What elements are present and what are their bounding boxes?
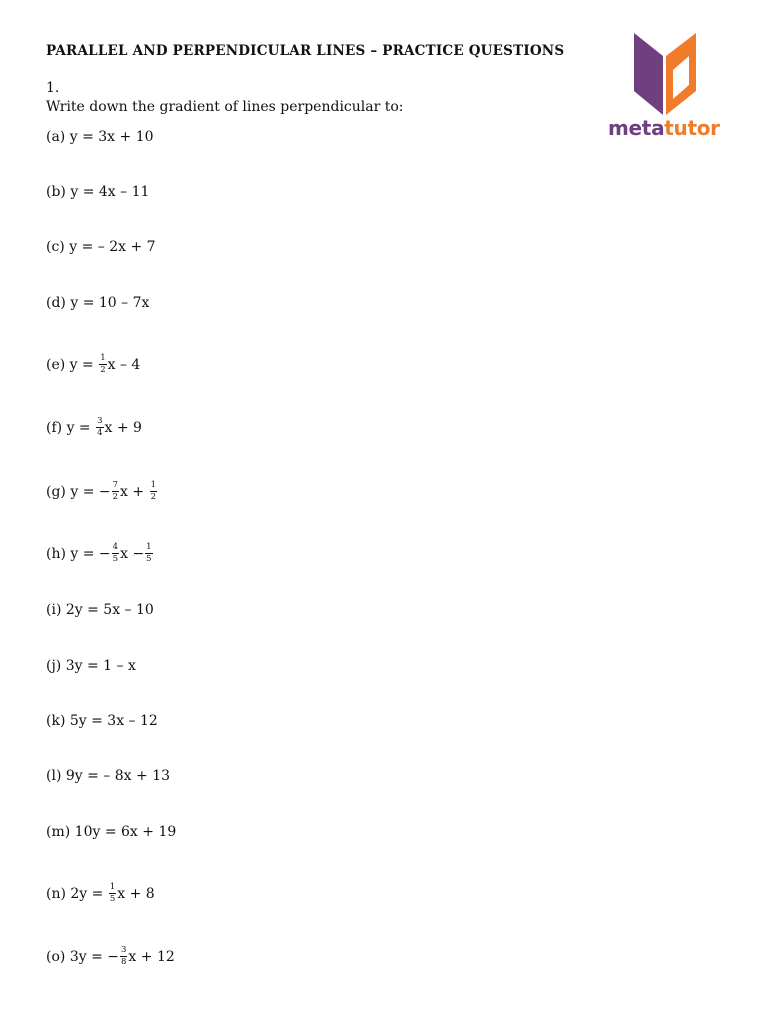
item-label: (f) (46, 420, 67, 436)
fraction-numerator: 4 (112, 542, 119, 552)
equation-text: 2y = (70, 886, 108, 902)
question-item (46, 482, 158, 502)
fraction-denominator: 2 (112, 491, 119, 502)
fraction (150, 481, 157, 501)
fraction-denominator: 5 (146, 553, 152, 564)
question-item (46, 418, 142, 438)
question-item (46, 185, 149, 199)
fraction-denominator: 2 (150, 491, 156, 502)
fraction (109, 883, 116, 903)
fraction (112, 543, 119, 563)
fraction-numerator: 1 (146, 542, 152, 552)
equation-text: x − (120, 546, 145, 562)
metatutor-logo (608, 33, 728, 143)
fraction (112, 481, 119, 501)
equation-text: x + 12 (128, 949, 175, 965)
equation-text: 2y = 5x – 10 (65, 602, 154, 618)
fraction (96, 417, 103, 437)
fraction-numerator: 1 (100, 353, 106, 363)
fraction-numerator: 3 (121, 945, 127, 955)
logo-text-tutor: tutor (664, 116, 720, 140)
question-item (46, 659, 136, 673)
equation-text: 3y = 1 – x (65, 658, 136, 674)
question-item (46, 884, 155, 904)
equation-text: y = − (70, 546, 111, 562)
item-label: (l) (46, 768, 66, 784)
fraction-denominator: 5 (112, 553, 119, 564)
item-label: (e) (46, 357, 70, 373)
fraction-denominator: 8 (121, 956, 127, 967)
question-instruction: Write down the gradient of lines perpendicular to: (46, 99, 404, 115)
equation-text: x – 4 (107, 357, 141, 373)
equation-text: x + 9 (104, 420, 142, 436)
item-label: (m) (46, 824, 75, 840)
fraction (99, 354, 106, 374)
equation-text: y = − (70, 484, 111, 500)
question-item (46, 769, 170, 783)
equation-text: x + 8 (117, 886, 155, 902)
item-label: (o) (46, 949, 70, 965)
question-item (46, 947, 175, 967)
equation-text: 9y = – 8x + 13 (65, 768, 171, 784)
question-item (46, 544, 154, 564)
item-label: (i) (46, 602, 66, 618)
metatutor-logo-mark-icon (634, 33, 700, 115)
metatutor-logo-text (608, 116, 720, 140)
item-label: (d) (46, 295, 71, 311)
logo-text-meta: meta (608, 116, 665, 140)
equation-text: y = 4x – 11 (70, 184, 150, 200)
question-item (46, 130, 154, 144)
fraction-denominator: 2 (100, 364, 106, 375)
fraction-numerator: 1 (150, 480, 156, 490)
fraction-numerator: 1 (109, 882, 116, 892)
equation-text: y = – 2x + 7 (69, 239, 156, 255)
question-item (46, 240, 156, 254)
question-item (46, 296, 149, 310)
item-label: (g) (46, 484, 71, 500)
item-label: (a) (46, 129, 70, 145)
equation-text: y = 3x + 10 (69, 129, 154, 145)
question-number: 1. (46, 80, 60, 96)
equation-text: y = (66, 420, 96, 436)
fraction (120, 946, 127, 966)
fraction-denominator: 4 (97, 427, 103, 438)
equation-text: 3y = − (69, 949, 119, 965)
fraction (145, 543, 152, 563)
question-item (46, 355, 140, 375)
question-item (46, 603, 154, 617)
question-item (46, 714, 158, 728)
worksheet-title: PARALLEL AND PERPENDICULAR LINES – PRACTICE QUESTIONS (46, 43, 565, 59)
question-item (46, 825, 176, 839)
item-label: (k) (46, 713, 70, 729)
item-label: (h) (46, 546, 71, 562)
equation-text: y = (69, 357, 99, 373)
equation-text: 5y = 3x – 12 (69, 713, 158, 729)
item-label: (j) (46, 658, 66, 674)
equation-text: y = 10 – 7x (70, 295, 150, 311)
fraction-denominator: 5 (109, 893, 116, 904)
equation-text: x + (120, 484, 149, 500)
fraction-numerator: 3 (97, 416, 103, 426)
fraction-numerator: 7 (112, 480, 119, 490)
item-label: (n) (46, 886, 71, 902)
equation-text: 10y = 6x + 19 (74, 824, 177, 840)
item-label: (c) (46, 239, 70, 255)
item-label: (b) (46, 184, 71, 200)
